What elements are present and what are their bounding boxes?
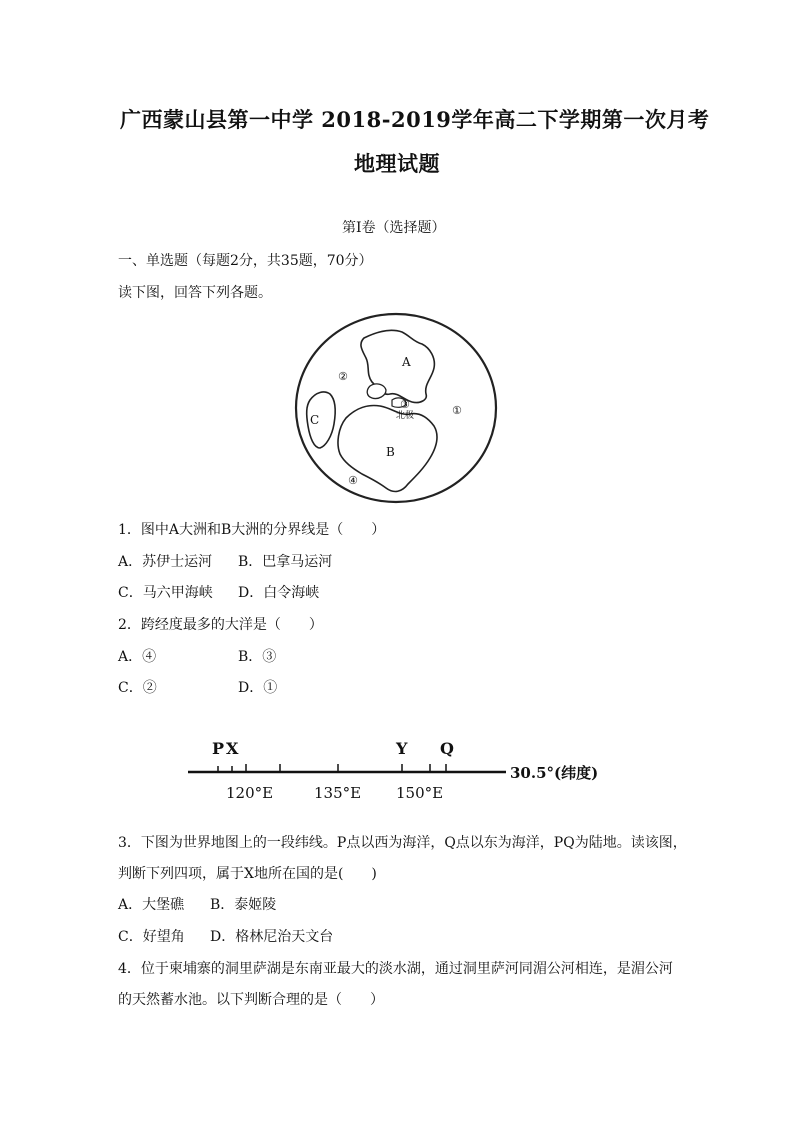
label-circle-2: ②	[338, 370, 348, 383]
question-1-stem: 1．图中A大洲和B大洲的分界线是（ ）	[118, 522, 386, 538]
label-circle-3: ③	[400, 398, 410, 411]
question-2-stem: 2．跨经度最多的大洋是（ ）	[118, 617, 323, 633]
label-a: A	[402, 355, 411, 369]
polar-map-figure	[286, 308, 506, 508]
page-title: 广西蒙山县第一中学 2018-2019学年高二下学期第一次月考	[120, 107, 710, 132]
latitude-label: 30.5°(纬度)	[510, 764, 599, 782]
question-3-option-b: B．泰姬陵	[210, 897, 277, 913]
label-circle-4: ④	[348, 474, 358, 487]
question-1-option-b: B．巴拿马运河	[238, 554, 333, 570]
question-4-stem-line1: 4．位于柬埔寨的洞里萨湖是东南亚最大的淡水湖，通过洞里萨河同湄公河相连，是湄公河	[118, 961, 673, 977]
question-3-option-a: A．大堡礁	[118, 897, 185, 913]
label-c: C	[310, 413, 320, 427]
label-150e: 150°E	[396, 784, 444, 802]
question-4-stem-line2: 的天然蓄水池。以下判断合理的是（ ）	[118, 992, 384, 1008]
question-2-option-a: A．④	[118, 649, 157, 665]
latitude-line-figure	[184, 736, 614, 808]
label-x: X	[226, 739, 239, 758]
question-3-stem-line1: 3．下图为世界地图上的一段纬线。P点以西为海洋，Q点以东为海洋，PQ为陆地。读该图，	[118, 835, 687, 851]
label-north-pole: 北极	[396, 411, 415, 421]
label-b: B	[386, 445, 395, 459]
label-q: Q	[440, 739, 454, 758]
question-3-option-c: C．好望角	[118, 929, 185, 945]
label-y: Y	[396, 739, 408, 758]
question-3-option-d: D．格林尼治天文台	[210, 929, 334, 945]
label-135e: 135°E	[314, 784, 362, 802]
page-subtitle: 地理试题	[354, 151, 440, 176]
question-2-option-c: C．②	[118, 680, 157, 696]
volume-heading: 第Ⅰ卷（选择题）	[342, 220, 446, 236]
island-shape	[367, 384, 386, 399]
question-2-option-d: D．①	[238, 680, 278, 696]
question-1-option-d: D．白令海峡	[238, 585, 320, 601]
intro-text: 读下图，回答下列各题。	[118, 285, 272, 301]
part-heading: 一、单选题（每题2分，共35题，70分）	[118, 253, 373, 269]
question-1-option-a: A．苏伊士运河	[118, 554, 213, 570]
question-3-stem-line2: 判断下列四项，属于X地所在国的是( )	[118, 866, 377, 882]
question-1-option-c: C．马六甲海峡	[118, 585, 213, 601]
label-circle-1: ①	[452, 404, 462, 417]
question-2-option-b: B．③	[238, 649, 277, 665]
label-p: P	[212, 739, 225, 758]
label-120e: 120°E	[226, 784, 274, 802]
